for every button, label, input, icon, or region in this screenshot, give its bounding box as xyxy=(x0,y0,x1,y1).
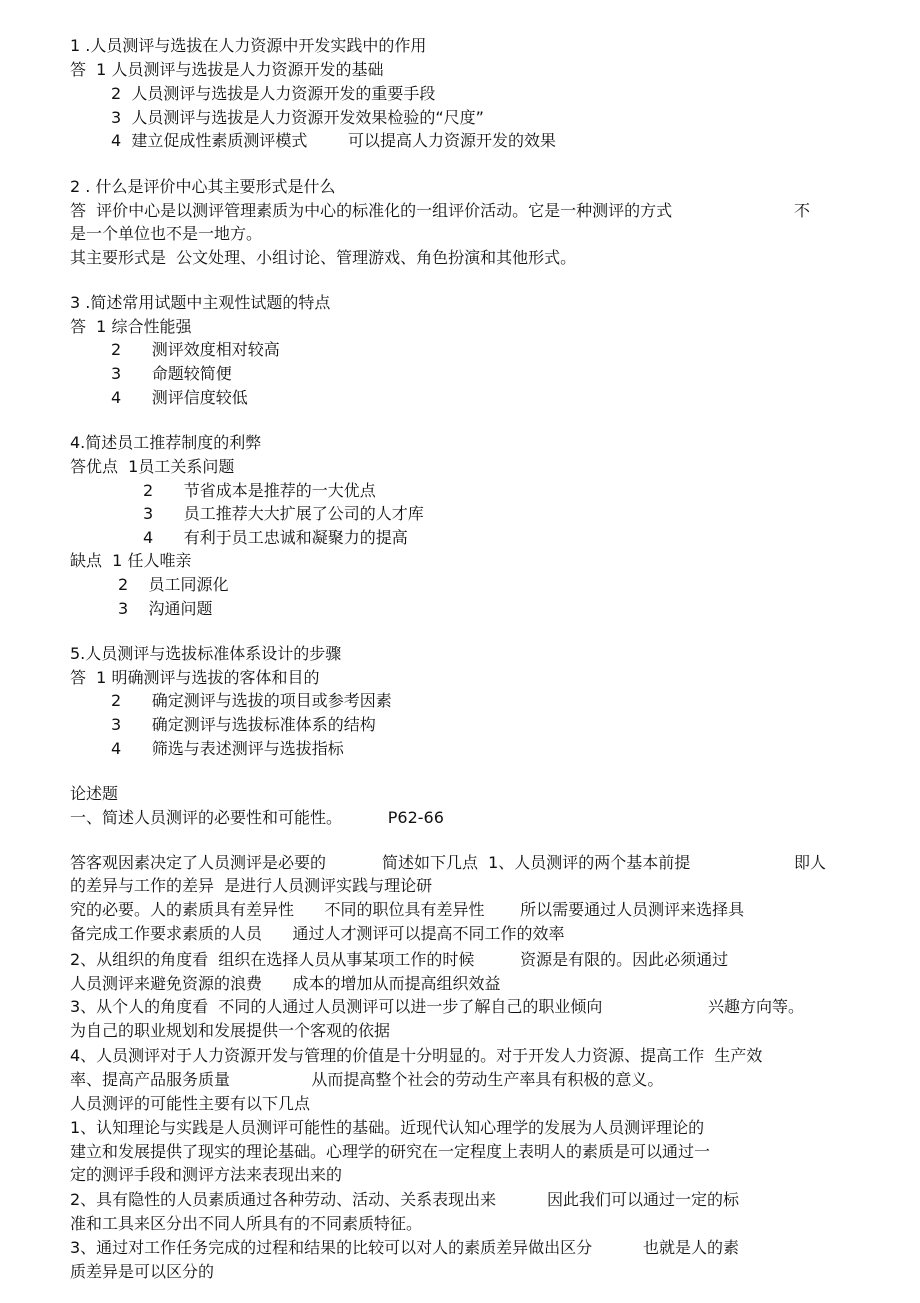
q4-cons-2: 2 员工同源化 xyxy=(118,575,229,594)
possibility-3-line-1: 3、通过对工作任务完成的过程和结果的比较可以对人的素质差异做出区分 也就是人的素 xyxy=(70,1238,740,1257)
q1-answer-4: 4 建立促成性素质测评模式 可以提高人力资源开发的效果 xyxy=(111,131,557,150)
essay-point-4-line-2: 率、提高产品服务质量 从而提高整个社会的劳动生产率具有积极的意义。 xyxy=(70,1070,664,1089)
q3-answer-1: 答 1 综合性能强 xyxy=(70,317,192,336)
q1-title: 1 .人员测评与选拔在人力资源中开发实践中的作用 xyxy=(70,36,427,55)
essay-answer-line-4: 备完成工作要求素质的人员 通过人才测评可以提高不同工作的效率 xyxy=(70,924,565,943)
possibility-2-line-1: 2、具有隐性的人员素质通过各种劳动、活动、关系表现出来 因此我们可以通过一定的标 xyxy=(70,1190,740,1209)
possibility-3-line-2: 质差异是可以区分的 xyxy=(70,1262,215,1281)
possibility-heading: 人员测评的可能性主要有以下几点 xyxy=(70,1094,311,1113)
q4-pros-2: 2 节省成本是推荐的一大优点 xyxy=(143,481,376,500)
possibility-2-line-2: 准和工具来区分出不同人所具有的不同素质特征。 xyxy=(70,1214,423,1233)
possibility-1-line-3: 定的测评手段和测评方法来表现出来的 xyxy=(70,1165,343,1184)
q3-title: 3 .简述常用试题中主观性试题的特点 xyxy=(70,293,331,312)
essay-heading: 论述题 xyxy=(70,784,119,803)
q5-answer-3: 3 确定测评与选拔标准体系的结构 xyxy=(111,715,376,734)
q5-answer-1: 答 1 明确测评与选拔的客体和目的 xyxy=(70,668,320,687)
q4-cons-3: 3 沟通问题 xyxy=(118,599,213,618)
q4-pros-3: 3 员工推荐大大扩展了公司的人才库 xyxy=(143,504,424,523)
possibility-1-line-2: 建立和发展提供了现实的理论基础。心理学的研究在一定程度上表明人的素质是可以通过一 xyxy=(70,1142,711,1161)
essay-point-3-line-2: 为自己的职业规划和发展提供一个客观的依据 xyxy=(70,1021,391,1040)
q5-answer-4: 4 筛选与表述测评与选拔指标 xyxy=(111,739,344,758)
q3-answer-4: 4 测评信度较低 xyxy=(111,388,248,407)
q4-title: 4.简述员工推荐制度的利弊 xyxy=(70,433,262,452)
possibility-1-line-1: 1、认知理论与实践是人员测评可能性的基础。近现代认知心理学的发展为人员测评理论的 xyxy=(70,1118,705,1137)
q2-title: 2 . 什么是评价中心其主要形式是什么 xyxy=(70,177,336,196)
q5-answer-2: 2 确定测评与选拔的项目或参考因素 xyxy=(111,691,392,710)
essay-point-3-line-1-end: 兴趣方向等。 xyxy=(708,997,805,1016)
q2-answer-line-1-end: 不 xyxy=(794,201,811,220)
q4-pros-4: 4 有利于员工忠诚和凝聚力的提高 xyxy=(143,528,408,547)
q3-answer-2: 2 测评效度相对较高 xyxy=(111,340,280,359)
essay-answer-line-1: 答客观因素决定了人员测评是必要的 简述如下几点 1、人员测评的两个基本前提 xyxy=(70,853,691,872)
q1-answer-2: 2 人员测评与选拔是人力资源开发的重要手段 xyxy=(111,84,436,103)
q4-cons-1: 缺点 1 任人唯亲 xyxy=(70,551,192,570)
q1-answer-1: 答 1 人员测评与选拔是人力资源开发的基础 xyxy=(70,60,384,79)
q2-answer-line-2: 是一个单位也不是一地方。 xyxy=(70,224,263,243)
q2-answer-line-3: 其主要形式是 公文处理、小组讨论、管理游戏、角色扮演和其他形式。 xyxy=(70,248,577,267)
essay-point-2-line-1: 2、从组织的角度看 组织在选择人员从事某项工作的时候 资源是有限的。因此必须通过 xyxy=(70,950,729,969)
essay-question: 一、简述人员测评的必要性和可能性。 P62-66 xyxy=(70,808,444,827)
q3-answer-3: 3 命题较简便 xyxy=(111,364,232,383)
q5-title: 5.人员测评与选拔标准体系设计的步骤 xyxy=(70,644,342,663)
q4-pros-1: 答优点 1员工关系问题 xyxy=(70,457,235,476)
q1-answer-3: 3 人员测评与选拔是人力资源开发效果检验的“尺度” xyxy=(111,108,484,127)
essay-point-2-line-2: 人员测评来避免资源的浪费 成本的增加从而提高组织效益 xyxy=(70,974,501,993)
essay-point-4-line-1: 4、人员测评对于人力资源开发与管理的价值是十分明显的。对于开发人力资源、提高工作 生产效 xyxy=(70,1046,763,1065)
essay-answer-line-1-end: 即人 xyxy=(794,853,827,872)
essay-point-3-line-1: 3、从个人的角度看 不同的人通过人员测评可以进一步了解自己的职业倾向 xyxy=(70,997,603,1016)
essay-answer-line-3: 究的必要。人的素质具有差异性 不同的职位具有差异性 所以需要通过人员测评来选择具 xyxy=(70,900,745,919)
q2-answer-line-1: 答 评价中心是以测评管理素质为中心的标准化的一组评价活动。它是一种测评的方式 xyxy=(70,201,673,220)
essay-answer-line-2: 的差异与工作的差异 是进行人员测评实践与理论研 xyxy=(70,876,433,895)
